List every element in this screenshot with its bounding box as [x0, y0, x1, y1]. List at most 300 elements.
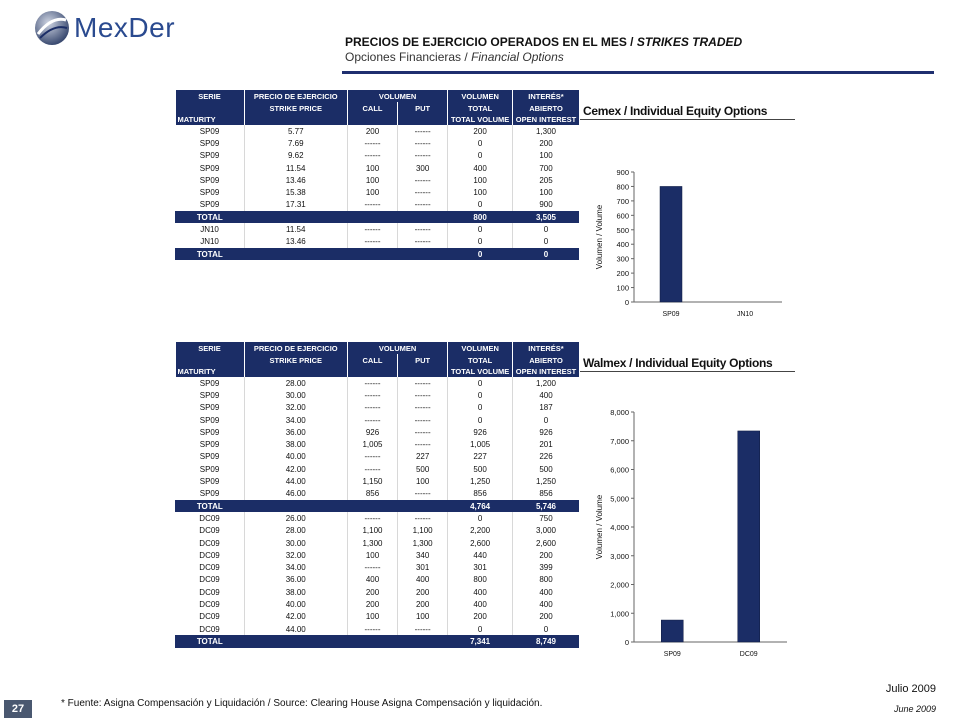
table-row — [176, 186, 580, 198]
y-tick-label: 2,000 — [610, 580, 629, 590]
cell-put: ------ — [398, 438, 448, 450]
hdr-total-volume: TOTAL VOLUME — [448, 114, 513, 125]
cell-series: SP09 — [199, 200, 220, 210]
cell-open-interest: 205 — [513, 174, 579, 186]
cell-strike-price: 28.00 — [244, 525, 347, 537]
page-number: 27 — [4, 700, 32, 718]
cell-strike-price: 11.54 — [244, 162, 347, 174]
cell-call: ------ — [347, 451, 397, 463]
y-tick-label: 4,000 — [610, 523, 629, 532]
table-row — [176, 586, 580, 598]
y-tick-label: 200 — [616, 269, 629, 279]
cell-call: 1,100 — [347, 525, 397, 537]
cell-total-volume: 800 — [448, 211, 513, 223]
cell-put: 340 — [398, 549, 448, 561]
y-tick-label: 900 — [616, 168, 629, 177]
cell-put — [398, 635, 448, 647]
walmex-chart-title: Walmex / Individual Equity Options — [583, 356, 773, 370]
cell-put: 300 — [398, 162, 448, 174]
cell-total-volume: 0 — [448, 512, 513, 524]
cell-open-interest: 187 — [513, 402, 579, 414]
cell-put: 500 — [398, 463, 448, 475]
hdr-volumen: VOLUMEN — [347, 90, 447, 102]
cell-series: DC09 — [199, 575, 220, 585]
cell-put: 301 — [398, 561, 448, 573]
cell-put: ------ — [398, 623, 448, 635]
cell-call: ------ — [347, 199, 397, 211]
cell-put — [398, 248, 448, 260]
cell-put: 227 — [398, 451, 448, 463]
x-tick-label: DC09 — [739, 651, 758, 658]
cell-open-interest: 750 — [513, 512, 579, 524]
cell-series: SP09 — [199, 403, 220, 413]
cell-strike-price: 36.00 — [244, 426, 347, 438]
cell-open-interest: 201 — [513, 438, 579, 450]
cell-open-interest: 399 — [513, 561, 579, 573]
hdr-total-volume: TOTAL VOLUME — [448, 366, 513, 377]
hdr-serie: SERIE — [176, 90, 245, 102]
date-english: June 2009 — [893, 704, 936, 714]
cell-strike-price: 13.46 — [244, 174, 347, 186]
table-row — [176, 162, 580, 174]
cell-series: SP09 — [199, 390, 220, 400]
cell-total-volume: 400 — [448, 598, 513, 610]
cell-put: ------ — [398, 150, 448, 162]
hdr-call: CALL — [347, 354, 397, 366]
cell-put: ------ — [398, 186, 448, 198]
cemex-volume-chart — [590, 160, 790, 330]
cell-total-volume: 1,250 — [448, 475, 513, 487]
cell-strike-price: 15.38 — [244, 186, 347, 198]
cell-strike-price: 38.00 — [244, 586, 347, 598]
cell-series: DC09 — [199, 624, 220, 634]
cell-call: 1,005 — [347, 438, 397, 450]
title-en: STRIKES TRADED — [636, 35, 743, 49]
hdr-call: CALL — [347, 102, 397, 114]
cell-strike-price: 9.62 — [244, 150, 347, 162]
cell-call: 100 — [347, 549, 397, 561]
cell-put: ------ — [398, 199, 448, 211]
cell-strike-price: 17.31 — [244, 199, 347, 211]
y-tick-label: 1,000 — [610, 609, 629, 619]
table-row — [176, 223, 580, 235]
cell-call: ------ — [347, 236, 397, 248]
cell-put: ------ — [398, 402, 448, 414]
cell-put: 200 — [398, 586, 448, 598]
hdr-abierto: ABIERTO — [513, 354, 579, 366]
cemex-chart-title: Cemex / Individual Equity Options — [583, 104, 768, 118]
cell-open-interest: 200 — [513, 137, 579, 149]
cell-series: SP09 — [199, 175, 220, 185]
y-tick-label: 800 — [616, 182, 629, 192]
table-row — [176, 389, 580, 401]
cell-strike-price — [244, 500, 347, 512]
cell-put: ------ — [398, 137, 448, 149]
hdr-abierto: ABIERTO — [513, 102, 579, 114]
hdr-precio: PRECIO DE EJERCICIO — [244, 90, 347, 102]
cell-put — [398, 500, 448, 512]
cell-total-volume: 0 — [448, 402, 513, 414]
page-title — [345, 35, 742, 49]
cell-total-volume: 400 — [448, 586, 513, 598]
cell-series: DC09 — [199, 587, 220, 597]
cell-total-volume: 0 — [448, 199, 513, 211]
date-spanish: Julio 2009 — [885, 683, 936, 695]
cell-open-interest: 400 — [513, 598, 579, 610]
cell-total-volume: 0 — [448, 150, 513, 162]
table-row — [176, 561, 580, 573]
cell-series: SP09 — [199, 415, 220, 425]
cell-put: ------ — [398, 389, 448, 401]
cell-call: ------ — [347, 414, 397, 426]
cell-put: 100 — [398, 611, 448, 623]
cell-total-volume: 0 — [448, 248, 513, 260]
cell-series: TOTAL — [176, 211, 245, 223]
cell-open-interest: 3,505 — [513, 211, 579, 223]
cell-call — [347, 211, 397, 223]
page-subtitle — [345, 50, 564, 64]
cell-strike-price: 42.00 — [244, 463, 347, 475]
cell-total-volume: 227 — [448, 451, 513, 463]
cell-series: DC09 — [199, 599, 220, 609]
cell-put: ------ — [398, 426, 448, 438]
cell-put: ------ — [398, 488, 448, 500]
cell-call — [347, 500, 397, 512]
hdr-strike: STRIKE PRICE — [244, 354, 347, 366]
cell-total-volume: 2,600 — [448, 537, 513, 549]
cell-put — [398, 211, 448, 223]
cell-call: ------ — [347, 623, 397, 635]
cell-strike-price: 32.00 — [244, 549, 347, 561]
y-axis-label: Volumen / Volume — [595, 204, 604, 270]
cell-total-volume: 301 — [448, 561, 513, 573]
cell-series: SP09 — [199, 427, 220, 437]
table-row — [176, 125, 580, 137]
y-axis-label: Volumen / Volume — [595, 494, 604, 560]
hdr-interes: INTERÉS* — [513, 90, 579, 102]
cell-strike-price — [244, 635, 347, 647]
y-tick-label: 0 — [624, 298, 629, 307]
cell-series: TOTAL — [176, 635, 245, 647]
cell-series: SP09 — [199, 138, 220, 148]
cell-strike-price: 11.54 — [244, 223, 347, 235]
cell-strike-price: 34.00 — [244, 561, 347, 573]
cell-series: SP09 — [199, 489, 220, 499]
table-row — [176, 426, 580, 438]
y-tick-label: 500 — [616, 225, 629, 235]
walmex-table — [175, 342, 579, 648]
cell-series: DC09 — [199, 550, 220, 560]
cell-strike-price: 13.46 — [244, 236, 347, 248]
total-row — [176, 500, 580, 512]
cell-series: SP09 — [199, 452, 220, 462]
cell-series: SP09 — [199, 440, 220, 450]
cell-total-volume: 400 — [448, 162, 513, 174]
hdr-serie: SERIE — [176, 342, 245, 354]
hdr-total: TOTAL — [448, 102, 513, 114]
y-tick-label: 7,000 — [610, 436, 629, 446]
y-tick-label: 700 — [616, 196, 629, 206]
table-row — [176, 598, 580, 610]
cell-total-volume: 800 — [448, 574, 513, 586]
cell-total-volume: 100 — [448, 186, 513, 198]
cell-strike-price: 30.00 — [244, 389, 347, 401]
cell-call — [347, 635, 397, 647]
table-row — [176, 537, 580, 549]
title-es: PRECIOS DE EJERCICIO OPERADOS EN EL MES / — [345, 35, 637, 49]
cell-call: ------ — [347, 512, 397, 524]
cell-strike-price: 28.00 — [244, 377, 347, 389]
cell-put: 200 — [398, 598, 448, 610]
cell-put: 1,300 — [398, 537, 448, 549]
table-row — [176, 611, 580, 623]
y-tick-label: 400 — [616, 240, 629, 250]
total-row — [176, 248, 580, 260]
walmex-chart-rule — [580, 371, 795, 372]
cell-strike-price: 46.00 — [244, 488, 347, 500]
y-tick-label: 8,000 — [610, 408, 629, 417]
cell-call: ------ — [347, 463, 397, 475]
cell-strike-price: 26.00 — [244, 512, 347, 524]
cell-put: ------ — [398, 414, 448, 426]
cell-open-interest: 2,600 — [513, 537, 579, 549]
hdr-maturity: MATURITY — [176, 366, 245, 377]
logo-text: MexDer — [74, 12, 176, 43]
hdr-volumen2: VOLUMEN — [448, 90, 513, 102]
hdr-interes: INTERÉS* — [513, 342, 579, 354]
cell-total-volume: 4,764 — [448, 500, 513, 512]
cell-put: ------ — [398, 223, 448, 235]
cell-call: 100 — [347, 186, 397, 198]
cell-total-volume: 500 — [448, 463, 513, 475]
cell-open-interest: 700 — [513, 162, 579, 174]
table-row — [176, 377, 580, 389]
table-row — [176, 525, 580, 537]
bar-sp09 — [661, 620, 683, 642]
cell-open-interest: 1,250 — [513, 475, 579, 487]
cell-call: 926 — [347, 426, 397, 438]
x-tick-label: JN10 — [736, 311, 754, 318]
cell-total-volume: 0 — [448, 623, 513, 635]
y-tick-label: 6,000 — [610, 465, 629, 475]
cell-total-volume: 200 — [448, 611, 513, 623]
cell-series: TOTAL — [176, 500, 245, 512]
cell-call: 100 — [347, 611, 397, 623]
cell-open-interest: 5,746 — [513, 500, 579, 512]
cell-strike-price: 7.69 — [244, 137, 347, 149]
cell-open-interest: 8,749 — [513, 635, 579, 647]
cell-open-interest: 200 — [513, 549, 579, 561]
cell-total-volume: 926 — [448, 426, 513, 438]
cell-call: 200 — [347, 598, 397, 610]
table-row — [176, 574, 580, 586]
cell-open-interest: 500 — [513, 463, 579, 475]
hdr-precio: PRECIO DE EJERCICIO — [244, 342, 347, 354]
cell-series: JN10 — [200, 237, 219, 247]
cell-series: TOTAL — [176, 248, 245, 260]
y-tick-label: 600 — [616, 211, 629, 221]
hdr-open-interest: OPEN INTEREST — [513, 114, 579, 125]
hdr-volumen2: VOLUMEN — [448, 342, 513, 354]
table-row — [176, 402, 580, 414]
cell-total-volume: 7,341 — [448, 635, 513, 647]
cell-series: DC09 — [199, 563, 220, 573]
y-tick-label: 0 — [624, 638, 629, 647]
bar-sp09 — [660, 186, 682, 302]
cell-series: DC09 — [199, 513, 220, 523]
walmex-volume-chart — [590, 400, 795, 670]
cell-open-interest: 856 — [513, 488, 579, 500]
cell-call: 100 — [347, 162, 397, 174]
cell-open-interest: 800 — [513, 574, 579, 586]
cell-series: JN10 — [200, 225, 219, 235]
cell-call — [347, 248, 397, 260]
cell-open-interest: 0 — [513, 248, 579, 260]
hdr-put: PUT — [398, 102, 448, 114]
cell-total-volume: 0 — [448, 414, 513, 426]
mexder-logo — [32, 8, 182, 48]
cell-strike-price: 38.00 — [244, 438, 347, 450]
cell-total-volume: 1,005 — [448, 438, 513, 450]
cell-series: SP09 — [199, 378, 220, 388]
cell-open-interest: 400 — [513, 389, 579, 401]
bar-dc09 — [738, 431, 760, 642]
hdr-put: PUT — [398, 354, 448, 366]
cell-call: ------ — [347, 223, 397, 235]
cell-total-volume: 0 — [448, 223, 513, 235]
cell-open-interest: 0 — [513, 223, 579, 235]
cell-call: 400 — [347, 574, 397, 586]
hdr-total: TOTAL — [448, 354, 513, 366]
table-row — [176, 463, 580, 475]
subtitle-en: Financial Options — [471, 50, 564, 64]
cell-call: ------ — [347, 150, 397, 162]
table-row — [176, 236, 580, 248]
cell-call: ------ — [347, 389, 397, 401]
cell-strike-price: 40.00 — [244, 451, 347, 463]
cell-series: DC09 — [199, 526, 220, 536]
cell-series: DC09 — [199, 612, 220, 622]
table-row — [176, 174, 580, 186]
cell-total-volume: 856 — [448, 488, 513, 500]
cell-put: ------ — [398, 377, 448, 389]
y-tick-label: 300 — [616, 254, 629, 264]
total-row — [176, 635, 580, 647]
cell-open-interest: 1,200 — [513, 377, 579, 389]
y-tick-label: 3,000 — [610, 551, 629, 561]
hdr-open-interest: OPEN INTEREST — [513, 366, 579, 377]
cell-total-volume: 0 — [448, 236, 513, 248]
cell-strike-price: 40.00 — [244, 598, 347, 610]
x-tick-label: SP09 — [662, 311, 680, 318]
table-row — [176, 549, 580, 561]
cell-open-interest: 0 — [513, 236, 579, 248]
cell-total-volume: 0 — [448, 137, 513, 149]
cell-strike-price: 32.00 — [244, 402, 347, 414]
cell-open-interest: 100 — [513, 150, 579, 162]
cell-total-volume: 0 — [448, 377, 513, 389]
cell-call: 856 — [347, 488, 397, 500]
cell-put: ------ — [398, 174, 448, 186]
hdr-strike: STRIKE PRICE — [244, 102, 347, 114]
cell-series: SP09 — [199, 477, 220, 487]
cell-open-interest: 0 — [513, 414, 579, 426]
cell-open-interest: 900 — [513, 199, 579, 211]
cell-put: ------ — [398, 236, 448, 248]
cemex-chart-rule — [580, 119, 795, 120]
cell-total-volume: 2,200 — [448, 525, 513, 537]
cell-open-interest: 400 — [513, 586, 579, 598]
y-tick-label: 5,000 — [610, 494, 629, 504]
total-row — [176, 211, 580, 223]
cell-put: ------ — [398, 512, 448, 524]
cell-open-interest: 200 — [513, 611, 579, 623]
cell-total-volume: 0 — [448, 389, 513, 401]
cell-open-interest: 100 — [513, 186, 579, 198]
cell-call: 100 — [347, 174, 397, 186]
cell-call: 1,300 — [347, 537, 397, 549]
cell-series: SP09 — [199, 188, 220, 198]
cell-series: DC09 — [199, 538, 220, 548]
cell-strike-price: 42.00 — [244, 611, 347, 623]
y-tick-label: 100 — [616, 283, 629, 293]
table-row — [176, 137, 580, 149]
cell-strike-price — [244, 211, 347, 223]
cell-put: ------ — [398, 125, 448, 137]
cell-open-interest: 226 — [513, 451, 579, 463]
table-row — [176, 623, 580, 635]
cell-strike-price — [244, 248, 347, 260]
mexder-globe-icon — [32, 8, 72, 48]
cell-series: SP09 — [199, 126, 220, 136]
cell-call: 1,150 — [347, 475, 397, 487]
table-row — [176, 451, 580, 463]
cell-strike-price: 34.00 — [244, 414, 347, 426]
table-row — [176, 150, 580, 162]
hdr-volumen: VOLUMEN — [347, 342, 447, 354]
source-footnote: * Fuente: Asigna Compensación y Liquidación / Source: Clearing House Asigna Compensación y liquidación. — [61, 698, 543, 709]
cell-put: 1,100 — [398, 525, 448, 537]
cell-series: SP09 — [199, 464, 220, 474]
cell-open-interest: 926 — [513, 426, 579, 438]
table-row — [176, 414, 580, 426]
header-rule — [342, 71, 934, 74]
cell-strike-price: 5.77 — [244, 125, 347, 137]
cell-open-interest: 0 — [513, 623, 579, 635]
cell-strike-price: 30.00 — [244, 537, 347, 549]
cell-call: ------ — [347, 137, 397, 149]
table-row — [176, 475, 580, 487]
cell-open-interest: 1,300 — [513, 125, 579, 137]
cell-strike-price: 44.00 — [244, 475, 347, 487]
subtitle-es: Opciones Financieras / — [345, 50, 472, 64]
table-row — [176, 438, 580, 450]
cell-strike-price: 44.00 — [244, 623, 347, 635]
table-row — [176, 512, 580, 524]
table-row — [176, 488, 580, 500]
cell-total-volume: 100 — [448, 174, 513, 186]
cell-series: SP09 — [199, 163, 220, 173]
cell-call: ------ — [347, 377, 397, 389]
table-row — [176, 199, 580, 211]
cell-total-volume: 440 — [448, 549, 513, 561]
x-tick-label: SP09 — [663, 651, 681, 658]
cemex-table — [175, 90, 579, 260]
cell-total-volume: 200 — [448, 125, 513, 137]
cell-series: SP09 — [199, 151, 220, 161]
cell-call: 200 — [347, 586, 397, 598]
cell-call: ------ — [347, 402, 397, 414]
